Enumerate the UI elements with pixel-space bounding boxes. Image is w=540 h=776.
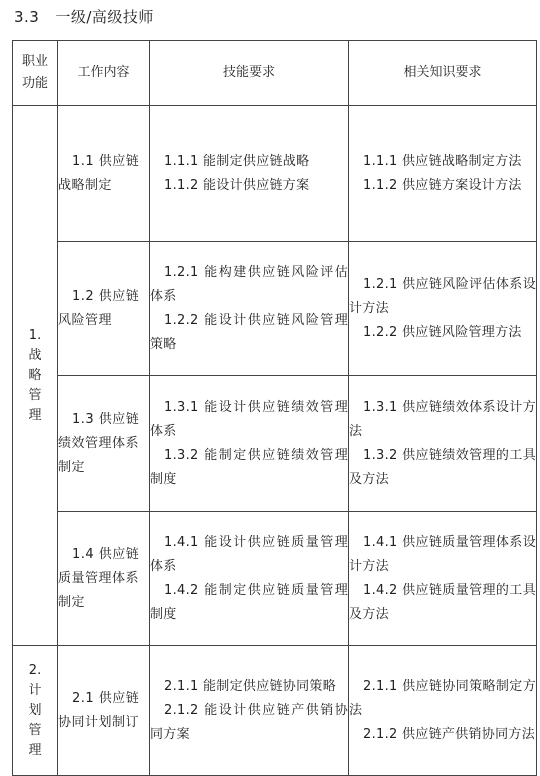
skill-cell: 1.4.1 能设计供应链质量管理体系 1.4.2 能制定供应链质量管理制度 <box>150 512 349 646</box>
function-cell: 2.计划管理 <box>13 646 58 776</box>
knowledge-cell: 1.4.1 供应链质量管理体系设计方法 1.4.2 供应链质量管理的工具及方法 <box>349 512 537 646</box>
header-row <box>13 41 537 106</box>
section-heading <box>14 6 154 27</box>
work-content-cell: 1.1 供应链战略制定 <box>58 106 150 242</box>
function-cell: 1.战略管理 <box>13 106 58 646</box>
knowledge-cell: 1.2.1 供应链风险评估体系设计方法 1.2.2 供应链风险管理方法 <box>349 242 537 376</box>
header-skill: 技能要求 <box>150 41 349 106</box>
table-row <box>13 106 537 242</box>
skill-cell: 2.1.1 能制定供应链协同策略 2.1.2 能设计供应链产供销协同方案 <box>150 646 349 776</box>
work-content-cell: 1.3 供应链绩效管理体系制定 <box>58 376 150 512</box>
table-row <box>13 512 537 646</box>
table-row <box>13 242 537 376</box>
skill-cell: 1.3.1 能设计供应链绩效管理体系 1.3.2 能制定供应链绩效管理制度 <box>150 376 349 512</box>
section-number: 3.3 <box>14 8 40 26</box>
skills-table <box>12 40 537 776</box>
knowledge-cell: 2.1.1 供应链协同策略制定方法 2.1.2 供应链产供销协同方法 <box>349 646 537 776</box>
knowledge-cell: 1.3.1 供应链绩效体系设计方法 1.3.2 供应链绩效管理的工具及方法 <box>349 376 537 512</box>
work-content-cell: 1.2 供应链风险管理 <box>58 242 150 376</box>
skill-cell: 1.2.1 能构建供应链风险评估体系 1.2.2 能设计供应链风险管理策略 <box>150 242 349 376</box>
header-knowledge: 相关知识要求 <box>349 41 537 106</box>
header-function: 职业功能 <box>13 41 58 106</box>
work-content-cell: 2.1 供应链协同计划制订 <box>58 646 150 776</box>
table-row <box>13 646 537 776</box>
section-title: 一级/高级技师 <box>55 8 154 26</box>
table-row <box>13 376 537 512</box>
knowledge-cell: 1.1.1 供应链战略制定方法 1.1.2 供应链方案设计方法 <box>349 106 537 242</box>
work-content-cell: 1.4 供应链质量管理体系制定 <box>58 512 150 646</box>
skill-cell: 1.1.1 能制定供应链战略 1.1.2 能设计供应链方案 <box>150 106 349 242</box>
header-work: 工作内容 <box>58 41 150 106</box>
